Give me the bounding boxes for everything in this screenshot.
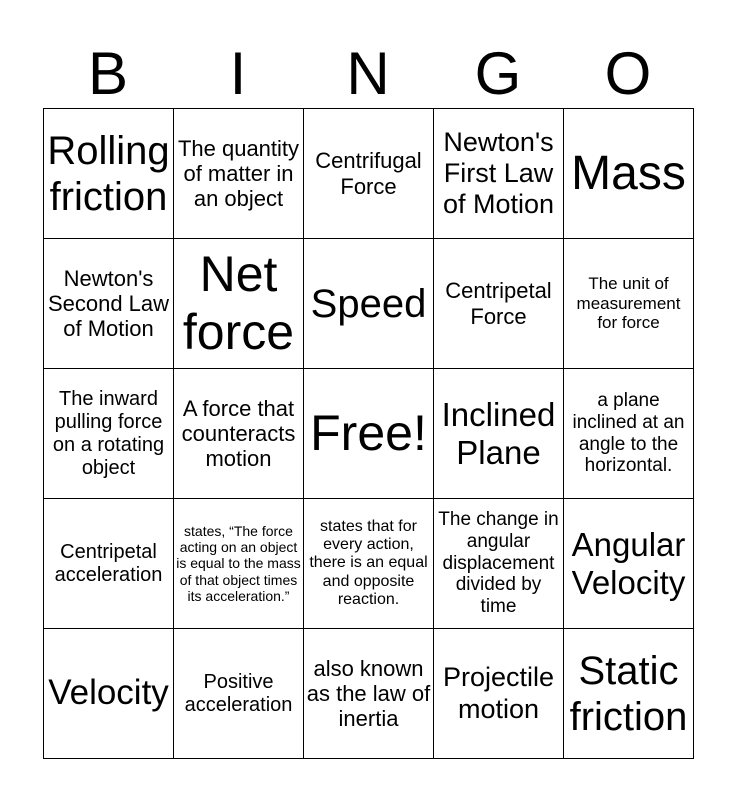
- bingo-cell[interactable]: [174, 239, 304, 369]
- bingo-cell-text: The quantity of matter in an object: [177, 135, 300, 212]
- header-letter-n: N: [346, 40, 390, 107]
- bingo-cell[interactable]: [434, 369, 564, 499]
- bingo-cell[interactable]: [174, 369, 304, 499]
- header-letter-g: G: [474, 40, 522, 107]
- bingo-cell-text: Mass: [571, 146, 686, 200]
- bingo-cell-text: Net force: [182, 246, 295, 360]
- bingo-cell-text: Centripetal acceleration: [54, 540, 163, 586]
- bingo-cell[interactable]: [434, 629, 564, 759]
- bingo-cell[interactable]: [564, 109, 694, 239]
- bingo-cell[interactable]: [434, 499, 564, 629]
- bingo-cell-text: also known as the law of inertia: [306, 655, 431, 732]
- bingo-cell-text: Speed: [310, 281, 427, 326]
- bingo-cell[interactable]: [304, 109, 434, 239]
- header-letter-b: B: [87, 40, 129, 107]
- bingo-cell-text: Centrifugal Force: [315, 148, 422, 199]
- bingo-cell[interactable]: [434, 239, 564, 369]
- bingo-cell-text: Centripetal Force: [445, 278, 552, 329]
- bingo-cell-text: Inclined Plane: [441, 395, 556, 471]
- bingo-cell-text: A force that counteracts motion: [181, 395, 296, 472]
- bingo-cell-text: states, “The force acting on an object is equal to the mass of that object times its acceleration.”: [176, 523, 301, 604]
- bingo-cell[interactable]: [44, 629, 174, 759]
- bingo-cell[interactable]: [564, 239, 694, 369]
- bingo-cell[interactable]: [564, 629, 694, 759]
- bingo-cell-text: Velocity: [48, 673, 169, 713]
- bingo-cell[interactable]: [304, 239, 434, 369]
- bingo-cell-text: Newton's First Law of Motion: [442, 126, 555, 220]
- bingo-cell-text: Free!: [310, 404, 427, 461]
- bingo-cell-text: Positive acceleration: [184, 670, 293, 716]
- bingo-cell-text: Static friction: [569, 648, 688, 739]
- bingo-cell-text: Rolling friction: [47, 128, 170, 219]
- bingo-cell[interactable]: [174, 109, 304, 239]
- bingo-cell[interactable]: [174, 499, 304, 629]
- bingo-cell[interactable]: [174, 629, 304, 759]
- bingo-cell[interactable]: [304, 499, 434, 629]
- bingo-cell-text: The unit of measurement for force: [576, 274, 681, 333]
- bingo-cell-text: The change in angular displacement divided by time: [438, 508, 559, 618]
- bingo-cell-text: Projectile motion: [442, 662, 555, 724]
- bingo-header: [43, 40, 693, 108]
- bingo-cell[interactable]: [564, 369, 694, 499]
- bingo-cell-text: a plane inclined at an angle to the horizontal.: [572, 389, 685, 477]
- bingo-cell-text: The inward pulling force on a rotating object: [52, 387, 165, 479]
- bingo-cell[interactable]: [564, 499, 694, 629]
- bingo-cell[interactable]: [434, 109, 564, 239]
- bingo-cell[interactable]: [44, 499, 174, 629]
- bingo-cell[interactable]: [44, 239, 174, 369]
- header-letter-i: I: [229, 40, 247, 107]
- bingo-cell-text: Angular Velocity: [571, 525, 686, 601]
- bingo-cell-text: Newton's Second Law of Motion: [47, 265, 170, 342]
- bingo-cell[interactable]: [44, 369, 174, 499]
- free-space-cell[interactable]: [304, 369, 434, 499]
- bingo-grid: [43, 108, 694, 759]
- bingo-cell[interactable]: [44, 109, 174, 239]
- bingo-cell-text: states that for every action, there is an equal and opposite reaction.: [309, 517, 428, 609]
- header-letter-o: O: [604, 40, 652, 107]
- bingo-cell[interactable]: [304, 629, 434, 759]
